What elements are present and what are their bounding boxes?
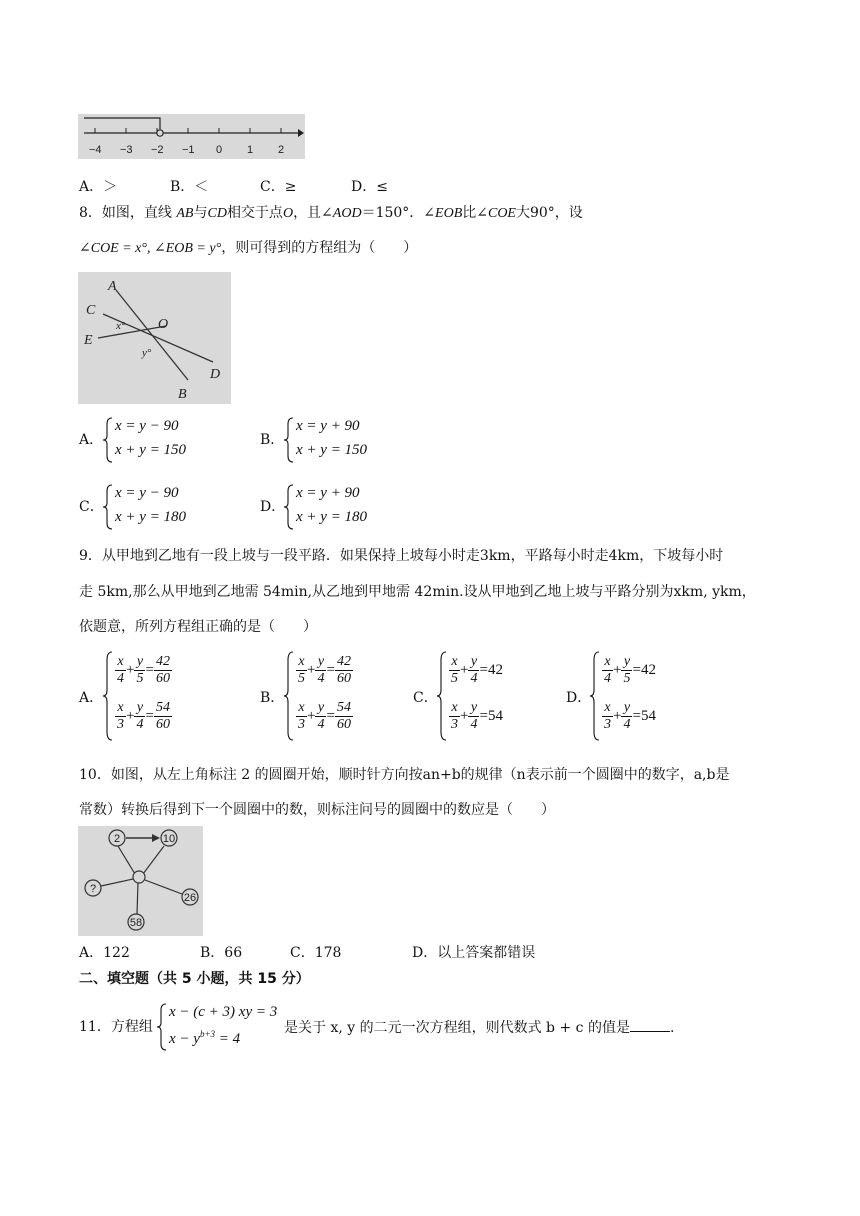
label-a: A bbox=[108, 279, 117, 294]
q9-line-3: 依题意，所列方程组正确的是（ ） bbox=[79, 619, 317, 635]
q10-option-d[interactable]: D．以上答案都错误 bbox=[412, 945, 536, 961]
q9-line-2: 走 5km,那么从甲地到乙地需 54min,从乙地到甲地需 42min.设从甲地到乙地上坡与平路分别为xkm, ykm， bbox=[79, 584, 756, 600]
circle-label: ? bbox=[89, 883, 97, 895]
tick-label: −3 bbox=[120, 144, 133, 156]
open-circle-marker bbox=[157, 130, 163, 136]
q9-option-b-label[interactable]: B． bbox=[260, 690, 285, 706]
q9-option-d-system[interactable]: $\frac{x}{4}$ + $\frac{y}{5}$ =42 $\frac{x}{3}$ + $\frac{y}{4}$ =54 bbox=[590, 650, 700, 742]
q8-option-a-system[interactable]: x = y − 90 x + y = 150 bbox=[103, 416, 213, 464]
q8-option-b-system[interactable]: x = y + 90 x + y = 150 bbox=[284, 416, 394, 464]
circle-label: 26 bbox=[183, 892, 197, 904]
q7-option-a[interactable]: A．＞ bbox=[79, 179, 118, 195]
q7-option-c[interactable]: C．≥ bbox=[260, 179, 297, 195]
tick-label: −4 bbox=[89, 144, 102, 156]
tick-label: 2 bbox=[278, 144, 285, 156]
circle-label: 10 bbox=[162, 833, 176, 845]
q10-line-2: 常数）转换后得到下一个圆圈中的数，则标注问号的圆圈中的数应是（ ） bbox=[79, 802, 555, 818]
circle-sequence-svg bbox=[78, 826, 203, 936]
label-e: E bbox=[84, 333, 93, 348]
section-heading: 二、填空题（共 5 小题，共 15 分） bbox=[79, 971, 310, 987]
q8-option-b-label[interactable]: B． bbox=[260, 432, 285, 448]
q9-option-a-system[interactable]: $\frac{x}{4}$ + $\frac{y}{5}$ = $\frac{42}{60}$ $\frac{x}{3}$ + $\frac{y}{4}$ = $\frac{54}{60}$ bbox=[103, 650, 213, 742]
q11-number: 11．方程组 bbox=[79, 1019, 153, 1035]
q10-option-b[interactable]: B．66 bbox=[200, 945, 243, 961]
number-line-svg bbox=[78, 114, 305, 159]
label-c: C bbox=[86, 303, 96, 318]
tick-label: −2 bbox=[151, 144, 164, 156]
label-d: D bbox=[210, 367, 221, 382]
q8-line-1: 8．如图，直线 AB与CD相交于点O，且∠AOD＝150°．∠EOB比∠COE大90°，设 bbox=[79, 205, 583, 221]
q9-option-d-label[interactable]: D． bbox=[566, 690, 592, 706]
tick-label: 1 bbox=[247, 144, 254, 156]
q8-option-a-label[interactable]: A． bbox=[79, 432, 104, 448]
tick-label: −1 bbox=[182, 144, 195, 156]
q7-option-b[interactable]: B．＜ bbox=[170, 179, 209, 195]
q11-system: x − (c + 3) xy = 3 $x - y^{b+3} = 4$ bbox=[157, 1002, 287, 1052]
q10-option-c[interactable]: C．178 bbox=[290, 945, 342, 961]
q10-option-a[interactable]: A．122 bbox=[79, 945, 130, 961]
q8-option-c-system[interactable]: x = y − 90 x + y = 180 bbox=[103, 483, 213, 531]
q7-option-d[interactable]: D．≤ bbox=[351, 179, 388, 195]
q9-option-c-label[interactable]: C． bbox=[413, 690, 438, 706]
q8-option-d-system[interactable]: x = y + 90 x + y = 180 bbox=[284, 483, 394, 531]
label-b: B bbox=[178, 387, 187, 402]
label-x: x° bbox=[116, 320, 126, 332]
angle-figure bbox=[78, 272, 231, 404]
number-line-figure bbox=[78, 114, 305, 159]
number-line-ticks bbox=[95, 128, 281, 133]
circle-sequence-figure bbox=[78, 826, 203, 936]
q11-text: 是关于 x, y 的二元一次方程组，则代数式 b + c 的值是 . bbox=[284, 1017, 674, 1038]
q10-line-1: 10．如图，从左上角标注 2 的圆圈开始，顺时针方向按an+b的规律（n表示前一个圆圈中的数字，a,b是 bbox=[79, 767, 730, 783]
q9-line-1: 9．从甲地到乙地有一段上坡与一段平路．如果保持上坡每小时走3km，平路每小时走4km，下坡每小时 bbox=[79, 548, 724, 564]
q9-option-a-label[interactable]: A． bbox=[79, 690, 104, 706]
label-y: y° bbox=[142, 347, 152, 359]
center-circle bbox=[133, 871, 145, 883]
q8-line-2: ∠COE = x°, ∠EOB = y°，则可得到的方程组为（ ） bbox=[79, 240, 418, 256]
label-o: O bbox=[158, 317, 169, 332]
q9-option-c-system[interactable]: $\frac{x}{5}$ + $\frac{y}{4}$ =42 $\frac{x}{3}$ + $\frac{y}{4}$ =54 bbox=[437, 650, 547, 742]
circle-label: 2 bbox=[113, 833, 121, 845]
q9-option-b-system[interactable]: $\frac{x}{5}$ + $\frac{y}{4}$ = $\frac{42}{60}$ $\frac{x}{3}$ + $\frac{y}{4}$ = $\frac{54}{60}$ bbox=[284, 650, 394, 742]
answer-blank[interactable] bbox=[630, 1017, 670, 1032]
q8-option-d-label[interactable]: D． bbox=[260, 499, 286, 515]
circle-label: 58 bbox=[129, 917, 143, 929]
angle-figure-svg bbox=[78, 272, 231, 404]
q8-option-c-label[interactable]: C． bbox=[79, 499, 104, 515]
tick-label: 0 bbox=[216, 144, 223, 156]
